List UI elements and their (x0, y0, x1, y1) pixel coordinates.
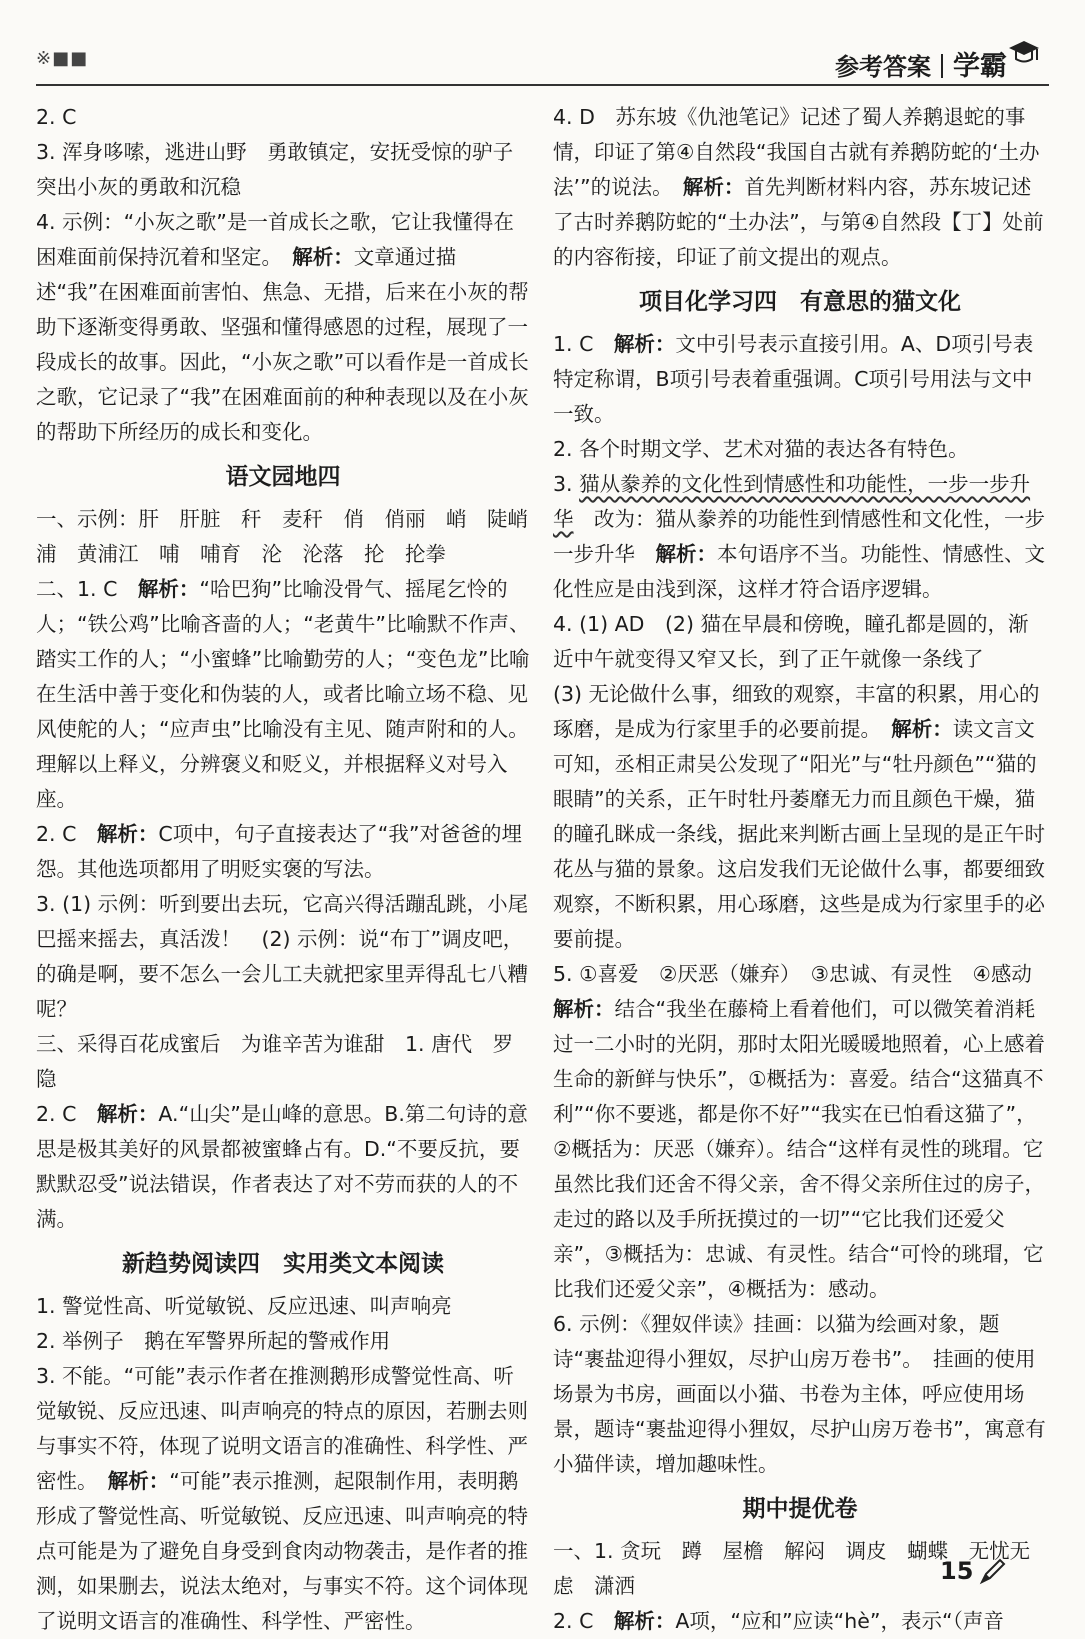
analysis-label: 解析： (655, 542, 717, 566)
analysis-label: 解析： (96, 822, 159, 846)
header-title (835, 44, 1007, 83)
answer-item (36, 1359, 530, 1639)
answer-text: 2. C (36, 105, 77, 129)
answer-item (553, 677, 1047, 957)
header-answers-label: 参考答案 (835, 53, 931, 81)
answer-item (553, 100, 1047, 275)
answer-text: 3. 浑身哆嗦，逃进山野 勇敢镇定，安抚受惊的驴子 突出小灰的勇敢和沉稳 (36, 140, 534, 199)
left-column (36, 100, 549, 1639)
analysis-text: “可能”表示推测，起限制作用，表明鹅形成了警觉性高、听觉敏锐、反应迅速、叫声响亮的特点可能是为了避免自身受到食肉动物袭击，是作者的推测，如果删去，说法太绝对，与事实不符。这个词体现了说明文语言的准确性、科学性、严密性。 (36, 1469, 528, 1633)
answer-text: 4. D 苏东坡《仇池笔记》记述了蜀人养鹅退蛇的事情，印证了第④自然段“我国自古就有养鹅防蛇的‘土办法’”的说法。 (553, 105, 1040, 199)
analysis-text: 文章通过描述“我”在困难面前害怕、焦急、无措，后来在小灰的帮助下逐渐变得勇敢、坚强和懂得感恩的过程，展现了一段成长的故事。因此，“小灰之歌”可以看作是一首成长之歌，它记录了“我”在困难面前的种种表现以及在小灰的帮助下所经历的成长和变化。 (36, 245, 529, 444)
answer-text: 3. 不能。“可能”表示作者在推测鹅形成警觉性高、听觉敏锐、反应迅速、叫声响亮的特点的原因，若删去则与事实不符，体现了说明文语言的准确性、科学性、严密性。 (36, 1364, 528, 1493)
answer-text: 2. C (36, 1102, 97, 1126)
answer-item (36, 100, 530, 135)
answer-item (36, 1289, 530, 1324)
answer-text: 1. 警觉性高、听觉敏锐、反应迅速、叫声响亮 (36, 1294, 452, 1318)
analysis-text: 首先判断材料内容，苏东坡记述了古时养鹅防蛇的“土办法”，与第④自然段【丁】处前的内容衔接，印证了前文提出的观点。 (553, 175, 1044, 269)
analysis-label: 解析： (613, 1609, 676, 1633)
answer-item (36, 205, 530, 450)
analysis-label: 解析： (107, 1469, 170, 1493)
answer-text: 4. (1) AD (2) 猫在早晨和傍晚，瞳孔都是圆的，渐近中午就变得又窄又长，到了正午就像一条线了 (553, 612, 1029, 671)
section-title: 期中提优卷 (742, 1496, 858, 1522)
graduation-cap-icon (1007, 36, 1041, 72)
analysis-text: 读文言文可知，丞相正肃吴公发现了“阳光”与“牡丹颜色”“猫的眼睛”的关系，正午时牡丹萎靡无力而且颜色干燥，猫的瞳孔眯成一条线，据此来判断古画上呈现的是正午时花丛与猫的景象。这启发我们无论做什么事，都要细致观察，不断积累，用心琢磨，这些是成为行家里手的必要前提。 (553, 717, 1045, 951)
answer-text: 5. ①喜爱 ②厌恶（嫌弃） ③忠诚、有灵性 ④感动 (553, 962, 1053, 986)
pencil-icon (978, 1556, 1008, 1586)
analysis-label: 解析： (137, 577, 200, 601)
answer-text: 2. C (553, 1609, 614, 1633)
header-left-mark: ※■■ (36, 48, 89, 69)
page-number: 15 (940, 1557, 974, 1585)
analysis-label: 解析： (96, 1102, 159, 1126)
answer-text: 2. 各个时期文学、艺术对猫的表达各有特色。 (553, 437, 969, 461)
answer-text: 2. C (36, 822, 97, 846)
answer-item (36, 1097, 530, 1237)
analysis-label: 解析： (891, 717, 953, 741)
page-header (0, 0, 1085, 88)
header-rule (36, 84, 1049, 86)
answer-text: 一、1. 贪玩 蹲 屋檐 解闷 调皮 蝴蝶 无忧无虑 潇洒 (553, 1539, 1031, 1598)
analysis-text: 本句语序不当。功能性、情感性、文化性应是由浅到深，这样才符合语序逻辑。 (553, 542, 1045, 601)
answer-text: (3) 无论做什么事，细致的观察，丰富的积累，用心的琢磨，是成为行家里手的必要前提。 (553, 682, 1040, 741)
section-title: 新趋势阅读四 实用类文本阅读 (122, 1251, 444, 1277)
analysis-label: 解析： (553, 997, 615, 1021)
analysis-text: A.“山尖”是山峰的意思。B.第二句诗的意思是极其美好的风景都被蜜蜂占有。D.“不要反抗，要默默忍受”说法错误，作者表达了对不劳而获的人的不满。 (36, 1102, 528, 1231)
answer-text: 二、1. C (36, 577, 138, 601)
answer-item (553, 467, 1047, 607)
answer-text: 3. (1) 示例：听到要出去玩，它高兴得活蹦乱跳，小尾巴摇来摇去，真活泼！ (2) 示例：说“布丁”调皮吧，的确是啊，要不怎么一会儿工夫就把家里弄得乱七八糟呢？ (36, 892, 529, 1021)
right-column (553, 100, 1053, 1639)
analysis-text: “哈巴狗”比喻没骨气、摇尾乞怜的人；“铁公鸡”比喻吝啬的人；“老黄牛”比喻默不作声、踏实工作的人；“小蜜蜂”比喻勤劳的人；“变色龙”比喻在生活中善于变化和伪装的人，或者比喻立场不稳、见风使舵的人；“应声虫”比喻没有主见、随声附和的人。理解以上释义，分辨褒义和贬义，并根据释义对号入座。 (36, 577, 530, 811)
answer-text: 4. 示例：“小灰之歌”是一首成长之歌，它让我懂得在困难面前保持沉着和坚定。 (36, 210, 514, 269)
answer-item (36, 135, 534, 205)
analysis-label: 解析： (613, 332, 676, 356)
answer-item (553, 607, 1047, 677)
answer-text: 改为：猫从豢养的功能性到情感性和文化性，一步一步升华 (553, 507, 1045, 566)
analysis-label: 解析： (292, 245, 354, 269)
answer-wavy-underline: 猫从豢养的文化性到情感性和功能性，一步一步升华 (553, 472, 1031, 531)
analysis-label: 解析： (682, 175, 745, 199)
answer-text: 1. C (553, 332, 614, 356)
analysis-text: A项，“应和”应读“hè”，表示“（声音 (675, 1609, 1004, 1633)
answer-item (553, 957, 1053, 1307)
section-title: 语文园地四 (225, 464, 341, 490)
answer-item (553, 327, 1047, 432)
header-brand: 学霸 (953, 51, 1007, 82)
answer-item (553, 1307, 1047, 1482)
answer-item (553, 1604, 1047, 1639)
section-title: 项目化学习四 有意思的猫文化 (639, 289, 961, 315)
answer-item (36, 1027, 530, 1097)
analysis-text: 文中引号表示直接引用。A、D项引号表特定称谓，B项引号表着重强调。C项引号用法与文中一致。 (553, 332, 1034, 426)
answer-item (36, 572, 530, 817)
analysis-text: C项中，句子直接表达了“我”对爸爸的埋怨。其他选项都用了明贬实褒的写法。 (36, 822, 522, 881)
answer-text: 3. (553, 472, 580, 496)
analysis-text: 结合“我坐在藤椅上看着他们，可以微笑着消耗过一二小时的光阴，那时太阳光暖暖地照着，心上感着生命的新鲜与快乐”，①概括为：喜爱。结合“这猫真不利”“你不要逃，都是你不好”“我实在已怕看这猫了”，②概括为：厌恶（嫌弃）。结合“这样有灵性的珧瑁。它虽然比我们还舍不得父亲，舍不得父亲所住过的房子，走过的路以及手所抚摸过的一切”“它比我们还爱父亲”，③概括为：忠诚、有灵性。结合“可怜的珧瑁，它比我们还爱父亲”，④概括为：感动。 (553, 997, 1045, 1301)
answer-item (36, 1324, 530, 1359)
answer-text: 三、采得百花成蜜后 为谁辛苦为谁甜 1. 唐代 罗隐 (36, 1032, 514, 1091)
answer-item (36, 887, 530, 1027)
answer-text: 一、示例：肝 肝脏 秆 麦秆 俏 俏丽 峭 陡峭 浦 黄浦江 哺 哺育 沦 沦落 抡 抡拳 (36, 507, 549, 566)
answer-text: 2. 举例子 鹅在军警界所起的警戒作用 (36, 1329, 391, 1353)
answer-item (36, 817, 530, 887)
answer-item (36, 502, 549, 572)
header-separator (941, 54, 943, 78)
answer-item (553, 432, 1047, 467)
answer-text: 6. 示例：《狸奴伴读》挂画：以猫为绘画对象，题诗“裹盐迎得小狸奴，尽护山房万卷书”。 挂画的使用场景为书房，画面以小猫、书卷为主体，呼应使用场景，题诗“裹盐迎得小狸奴，尽护山房万卷书”，寓意有小猫伴读，增加趣味性。 (553, 1312, 1046, 1476)
